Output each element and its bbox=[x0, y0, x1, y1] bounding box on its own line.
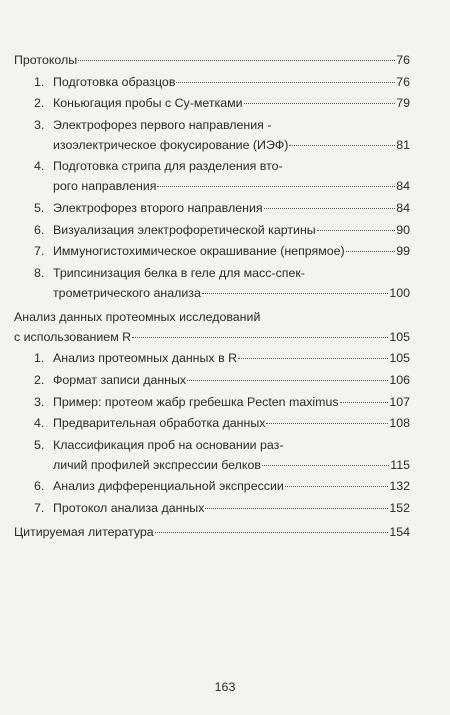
toc-line bbox=[53, 283, 410, 303]
toc-row bbox=[34, 413, 410, 433]
toc-number: 1. bbox=[34, 351, 45, 366]
dot-leader bbox=[78, 60, 395, 61]
toc-title: Пример: протеом жабр гребешка Pecten maximus bbox=[53, 394, 339, 409]
toc-line bbox=[53, 455, 410, 475]
toc-title: Подготовка стрипа для разделения вто- bbox=[53, 159, 283, 174]
toc-body bbox=[53, 435, 410, 475]
dot-leader bbox=[264, 208, 396, 209]
toc-body bbox=[53, 476, 410, 496]
toc-page: 84 bbox=[396, 200, 410, 215]
toc-row bbox=[34, 72, 410, 92]
dot-leader bbox=[155, 532, 389, 533]
toc-title: Протоколы bbox=[14, 53, 78, 67]
dot-leader bbox=[340, 402, 389, 403]
page-number: 163 bbox=[214, 680, 236, 694]
toc-subentry bbox=[14, 413, 410, 433]
toc-row bbox=[34, 220, 410, 240]
toc-page: 100 bbox=[389, 285, 410, 300]
toc-page: 76 bbox=[396, 74, 410, 89]
toc-title: трометрического анализа bbox=[53, 285, 201, 300]
dot-leader bbox=[244, 103, 396, 104]
toc-subentry bbox=[14, 198, 410, 218]
toc-subentry bbox=[14, 348, 410, 368]
toc-subentry bbox=[14, 476, 410, 496]
toc-body bbox=[53, 498, 410, 518]
toc-line bbox=[53, 413, 410, 433]
toc-body bbox=[53, 370, 410, 390]
toc-page: 76 bbox=[396, 53, 410, 67]
toc-title: Подготовка образцов bbox=[53, 74, 176, 89]
toc-number: 7. bbox=[34, 244, 45, 259]
toc-number: 2. bbox=[34, 372, 45, 387]
toc-title: Коньюгация пробы с Су-метками bbox=[53, 96, 243, 111]
toc-line bbox=[53, 435, 410, 455]
toc-title: рого направления bbox=[53, 179, 157, 194]
toc-title: Цитируемая литература bbox=[14, 524, 154, 539]
toc-body bbox=[53, 413, 410, 433]
toc-number: 4. bbox=[34, 159, 45, 174]
toc-row bbox=[14, 522, 410, 542]
dot-leader bbox=[176, 82, 395, 83]
toc-line bbox=[14, 522, 410, 542]
dot-leader bbox=[262, 465, 389, 466]
toc-body bbox=[14, 522, 410, 542]
dot-leader bbox=[187, 380, 388, 381]
toc-number: 5. bbox=[34, 437, 45, 452]
toc-subentry bbox=[14, 241, 410, 261]
toc-number: 5. bbox=[34, 200, 45, 215]
table-of-contents bbox=[14, 46, 410, 544]
toc-page: 81 bbox=[396, 137, 410, 152]
toc-number: 6. bbox=[34, 222, 45, 237]
toc-body bbox=[53, 348, 410, 368]
toc-row bbox=[14, 50, 410, 70]
toc-number: 1. bbox=[34, 74, 45, 89]
toc-page: 84 bbox=[396, 179, 410, 194]
toc-body bbox=[53, 392, 410, 412]
toc-line bbox=[53, 135, 410, 155]
toc-line bbox=[53, 72, 410, 92]
toc-title: Формат записи данных bbox=[53, 372, 187, 387]
toc-row bbox=[34, 348, 410, 368]
toc-title: Анализ протеомных данных в R bbox=[53, 351, 238, 366]
toc-body bbox=[53, 156, 410, 196]
toc-page: 154 bbox=[389, 524, 410, 539]
toc-page: 132 bbox=[389, 479, 410, 494]
toc-row bbox=[34, 498, 410, 518]
toc-line bbox=[53, 198, 410, 218]
toc-body bbox=[53, 263, 410, 303]
toc-section bbox=[14, 522, 410, 542]
toc-title: Электрофорез второго направления bbox=[53, 200, 263, 215]
toc-body bbox=[14, 50, 410, 70]
toc-subentry bbox=[14, 498, 410, 518]
toc-page: 105 bbox=[389, 351, 410, 366]
dot-leader bbox=[238, 358, 388, 359]
dot-leader bbox=[317, 230, 395, 231]
toc-number: 3. bbox=[34, 117, 45, 132]
toc-page: 107 bbox=[389, 394, 410, 409]
toc-title: Визуализация электрофоретической картины bbox=[53, 222, 316, 237]
toc-line bbox=[53, 220, 410, 240]
dot-leader bbox=[266, 423, 388, 424]
toc-row bbox=[34, 241, 410, 261]
toc-page: 90 bbox=[396, 222, 410, 237]
toc-body bbox=[53, 93, 410, 113]
toc-subentry bbox=[14, 392, 410, 412]
toc-number: 2. bbox=[34, 96, 45, 111]
toc-subentry bbox=[14, 370, 410, 390]
toc-page: 105 bbox=[389, 329, 410, 344]
toc-row bbox=[34, 263, 410, 303]
toc-line bbox=[53, 348, 410, 368]
toc-line bbox=[53, 370, 410, 390]
toc-title: личий профилей экспрессии белков bbox=[53, 457, 261, 472]
toc-line bbox=[53, 176, 410, 196]
toc-row bbox=[14, 307, 410, 347]
toc-section bbox=[14, 50, 410, 70]
toc-row bbox=[34, 435, 410, 475]
toc-line bbox=[53, 93, 410, 113]
toc-body bbox=[53, 198, 410, 218]
dot-leader bbox=[157, 186, 395, 187]
toc-body bbox=[53, 72, 410, 92]
toc-line bbox=[53, 476, 410, 496]
toc-line bbox=[14, 307, 410, 327]
toc-row bbox=[34, 93, 410, 113]
toc-subentry bbox=[14, 115, 410, 155]
toc-number: 8. bbox=[34, 265, 45, 280]
toc-row bbox=[34, 198, 410, 218]
toc-body bbox=[14, 307, 410, 347]
toc-body bbox=[53, 115, 410, 155]
toc-line bbox=[53, 156, 410, 176]
toc-number: 4. bbox=[34, 416, 45, 431]
toc-line bbox=[53, 115, 410, 135]
toc-title: изоэлектрическое фокусирование (ИЭФ) bbox=[53, 137, 289, 152]
toc-body bbox=[53, 241, 410, 261]
toc-subentry bbox=[14, 435, 410, 475]
toc-title: Иммуногистохимическое окрашивание (непрямое) bbox=[53, 244, 345, 259]
toc-row bbox=[34, 392, 410, 412]
toc-title: Электрофорез первого направления - bbox=[53, 117, 272, 132]
toc-page: 108 bbox=[389, 416, 410, 431]
toc-line bbox=[53, 241, 410, 261]
toc-subentry bbox=[14, 263, 410, 303]
toc-body bbox=[53, 220, 410, 240]
toc-page: 99 bbox=[396, 244, 410, 259]
toc-title: Анализ дифференциальной экспрессии bbox=[53, 479, 284, 494]
toc-row bbox=[34, 156, 410, 196]
toc-row bbox=[34, 370, 410, 390]
dot-leader bbox=[285, 486, 388, 487]
dot-leader bbox=[205, 508, 388, 509]
toc-subentry bbox=[14, 72, 410, 92]
toc-line bbox=[53, 498, 410, 518]
toc-line bbox=[53, 263, 410, 283]
dot-leader bbox=[289, 145, 395, 146]
toc-line bbox=[14, 50, 410, 70]
toc-subentry bbox=[14, 93, 410, 113]
toc-page: 106 bbox=[389, 372, 410, 387]
toc-page: 79 bbox=[396, 96, 410, 111]
toc-line bbox=[14, 327, 410, 347]
toc-title: Анализ данных протеомных исследований bbox=[14, 309, 261, 324]
toc-number: 6. bbox=[34, 479, 45, 494]
toc-page: 152 bbox=[389, 500, 410, 515]
toc-title: с использованием R bbox=[14, 329, 132, 344]
toc-row bbox=[34, 476, 410, 496]
toc-title: Классификация проб на основании раз- bbox=[53, 437, 284, 452]
toc-number: 7. bbox=[34, 500, 45, 515]
toc-title: Трипсинизация белка в геле для масс-спек- bbox=[53, 265, 305, 280]
toc-line bbox=[53, 392, 410, 412]
toc-title: Предварительная обработка данных bbox=[53, 416, 266, 431]
toc-subentry bbox=[14, 220, 410, 240]
dot-leader bbox=[346, 251, 396, 252]
toc-subentry bbox=[14, 156, 410, 196]
toc-page: 115 bbox=[390, 457, 410, 472]
dot-leader bbox=[132, 337, 388, 338]
toc-section bbox=[14, 307, 410, 347]
toc-number: 3. bbox=[34, 394, 45, 409]
toc-title: Протокол анализа данных bbox=[53, 500, 205, 515]
dot-leader bbox=[202, 293, 388, 294]
toc-row bbox=[34, 115, 410, 155]
